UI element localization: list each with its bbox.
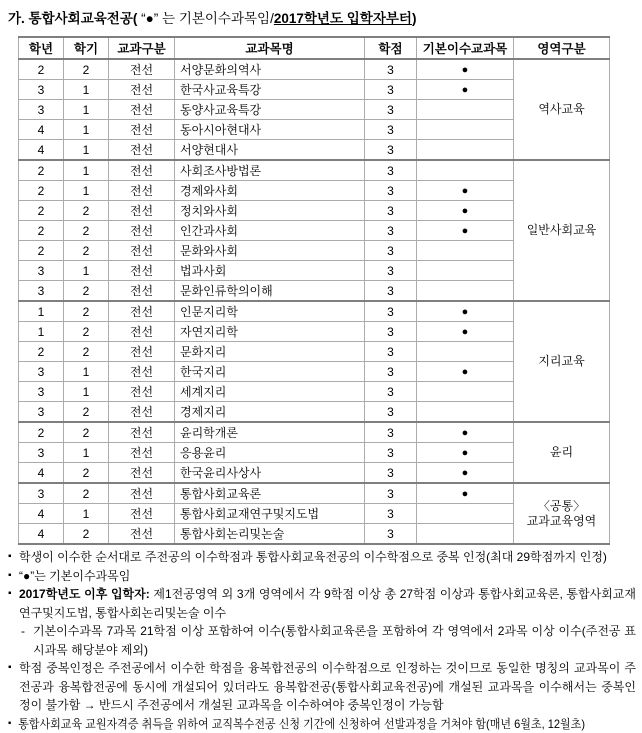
cell-course-type: 전선 xyxy=(109,402,175,423)
cell-course-name: 경제와사회 xyxy=(175,181,365,201)
area-label-line: 역사교육 xyxy=(516,102,607,117)
cell-course-type: 전선 xyxy=(109,241,175,261)
footnote-text xyxy=(19,548,636,567)
cell-basic-required-dot: ● xyxy=(417,201,514,221)
cell-course-type: 전선 xyxy=(109,80,175,100)
column-header: 학점 xyxy=(365,37,417,59)
square-bullet-icon: ▪ xyxy=(8,715,18,733)
cell-year: 2 xyxy=(19,422,64,443)
cell-semester: 1 xyxy=(64,504,109,524)
column-header: 교과구분 xyxy=(109,37,175,59)
cell-basic-required-dot xyxy=(417,342,514,362)
area-label-line: 교과교육영역 xyxy=(516,514,607,529)
cell-course-name: 인간과사회 xyxy=(175,221,365,241)
cell-semester: 2 xyxy=(64,402,109,423)
cell-year: 4 xyxy=(19,463,64,484)
square-bullet-icon: ▪ xyxy=(8,585,19,622)
footnote-segment: 학점 중복인정은 주전공에서 이수한 학점을 융복합전공의 이수학점으로 인정하는 것이므로 동일한 명칭의 교과목이 주전공과 융복합전공에 동시에 개설되어 있더라도 융복합전공(통합사회교육전공)에 개설된 교과목을 이수해서는 중복인정이 불가함 → 반드시 주전공에서 개설된 교과목을 이수하여야 중복인정이 가능함 xyxy=(19,661,636,712)
cell-year: 2 xyxy=(19,59,64,80)
footnote-segment: “●”는 기본이수과목임 xyxy=(19,569,130,583)
cell-basic-required-dot: ● xyxy=(417,221,514,241)
cell-credits: 3 xyxy=(365,59,417,80)
cell-credits: 3 xyxy=(365,322,417,342)
cell-credits: 3 xyxy=(365,463,417,484)
footnote-text xyxy=(33,622,636,659)
cell-course-name: 한국윤리사상사 xyxy=(175,463,365,484)
cell-course-type: 전선 xyxy=(109,322,175,342)
footnote-text xyxy=(19,585,636,622)
cell-course-type: 전선 xyxy=(109,342,175,362)
cell-credits: 3 xyxy=(365,422,417,443)
cell-semester: 1 xyxy=(64,362,109,382)
cell-course-type: 전선 xyxy=(109,59,175,80)
cell-semester: 2 xyxy=(64,322,109,342)
cell-basic-required-dot xyxy=(417,382,514,402)
cell-course-name: 문화와사회 xyxy=(175,241,365,261)
cell-area-group xyxy=(514,59,610,160)
footnote-segment: 기본이수과목 7과목 21학점 이상 포함하여 이수(통합사회교육론을 포함하여 각 영역에서 2과목 이상 이수(주전공 표시과목 해당분야 제외) xyxy=(33,624,636,657)
cell-credits: 3 xyxy=(365,281,417,302)
cell-area-group xyxy=(514,422,610,483)
cell-basic-required-dot: ● xyxy=(417,181,514,201)
cell-semester: 1 xyxy=(64,100,109,120)
cell-year: 2 xyxy=(19,181,64,201)
document-title xyxy=(8,10,634,28)
cell-course-name: 통합사회교재연구및지도법 xyxy=(175,504,365,524)
cell-semester: 2 xyxy=(64,201,109,221)
square-bullet-icon: ▪ xyxy=(8,567,19,586)
title-legend: “●” 는 기본이수과목임/ xyxy=(137,11,273,26)
cell-credits: 3 xyxy=(365,261,417,281)
cell-course-type: 전선 xyxy=(109,362,175,382)
cell-year: 3 xyxy=(19,281,64,302)
footnote-text xyxy=(19,659,636,715)
cell-year: 3 xyxy=(19,100,64,120)
cell-course-name: 인문지리학 xyxy=(175,301,365,322)
footnote-text xyxy=(18,715,635,733)
column-header: 교과목명 xyxy=(175,37,365,59)
cell-basic-required-dot xyxy=(417,100,514,120)
cell-year: 4 xyxy=(19,524,64,545)
cell-basic-required-dot: ● xyxy=(417,301,514,322)
cell-credits: 3 xyxy=(365,160,417,181)
cell-course-name: 윤리학개론 xyxy=(175,422,365,443)
cell-semester: 2 xyxy=(64,221,109,241)
cell-basic-required-dot: ● xyxy=(417,463,514,484)
table-row xyxy=(19,59,610,80)
footnote-segment: 학생이 이수한 순서대로 주전공의 이수학점과 통합사회교육전공의 이수학점으로 중복 인정(최대 29학점까지 인정) xyxy=(19,550,607,564)
cell-semester: 2 xyxy=(64,301,109,322)
cell-course-name: 한국지리 xyxy=(175,362,365,382)
cell-credits: 3 xyxy=(365,221,417,241)
cell-course-type: 전선 xyxy=(109,524,175,545)
cell-course-type: 전선 xyxy=(109,140,175,161)
cell-year: 3 xyxy=(19,261,64,281)
cell-course-name: 서양현대사 xyxy=(175,140,365,161)
cell-course-name: 법과사회 xyxy=(175,261,365,281)
cell-year: 2 xyxy=(19,201,64,221)
table-row xyxy=(19,483,610,504)
cell-basic-required-dot xyxy=(417,281,514,302)
column-header: 기본이수교과목 xyxy=(417,37,514,59)
cell-basic-required-dot xyxy=(417,504,514,524)
table-row xyxy=(19,301,610,322)
cell-credits: 3 xyxy=(365,181,417,201)
cell-course-type: 전선 xyxy=(109,382,175,402)
cell-credits: 3 xyxy=(365,140,417,161)
cell-basic-required-dot: ● xyxy=(417,362,514,382)
cell-course-name: 응용윤리 xyxy=(175,443,365,463)
cell-year: 4 xyxy=(19,504,64,524)
cell-course-type: 전선 xyxy=(109,120,175,140)
cell-basic-required-dot xyxy=(417,261,514,281)
cell-course-name: 통합사회논리및논술 xyxy=(175,524,365,545)
cell-year: 2 xyxy=(19,160,64,181)
cell-course-type: 전선 xyxy=(109,483,175,504)
cell-basic-required-dot: ● xyxy=(417,483,514,504)
cell-credits: 3 xyxy=(365,100,417,120)
cell-course-name: 정치와사회 xyxy=(175,201,365,221)
footnote xyxy=(21,622,636,659)
cell-semester: 2 xyxy=(64,524,109,545)
cell-basic-required-dot xyxy=(417,402,514,423)
cell-basic-required-dot xyxy=(417,140,514,161)
cell-course-name: 문화인류학의이해 xyxy=(175,281,365,302)
column-header: 학년 xyxy=(19,37,64,59)
cell-semester: 2 xyxy=(64,281,109,302)
cell-semester: 2 xyxy=(64,342,109,362)
cell-area-group xyxy=(514,301,610,422)
cell-semester: 2 xyxy=(64,463,109,484)
cell-basic-required-dot xyxy=(417,241,514,261)
area-label-line: 일반사회교육 xyxy=(516,223,607,238)
cell-course-name: 세계지리 xyxy=(175,382,365,402)
cell-course-name: 자연지리학 xyxy=(175,322,365,342)
cell-credits: 3 xyxy=(365,80,417,100)
cell-course-type: 전선 xyxy=(109,261,175,281)
cell-year: 3 xyxy=(19,80,64,100)
cell-credits: 3 xyxy=(365,402,417,423)
cell-course-name: 통합사회교육론 xyxy=(175,483,365,504)
square-bullet-icon: ▪ xyxy=(8,548,19,567)
cell-year: 1 xyxy=(19,322,64,342)
cell-credits: 3 xyxy=(365,201,417,221)
footnote xyxy=(8,659,636,715)
square-bullet-icon: ▪ xyxy=(8,659,19,715)
cell-year: 3 xyxy=(19,443,64,463)
cell-course-type: 전선 xyxy=(109,181,175,201)
footnote-text xyxy=(19,567,636,586)
cell-course-name: 경제지리 xyxy=(175,402,365,423)
cell-semester: 1 xyxy=(64,120,109,140)
cell-semester: 2 xyxy=(64,241,109,261)
footnotes xyxy=(8,548,636,733)
area-label-line: 윤리 xyxy=(516,445,607,460)
cell-credits: 3 xyxy=(365,301,417,322)
cell-year: 2 xyxy=(19,241,64,261)
cell-credits: 3 xyxy=(365,443,417,463)
footnote xyxy=(8,567,636,586)
cell-year: 3 xyxy=(19,362,64,382)
cell-semester: 2 xyxy=(64,483,109,504)
cell-credits: 3 xyxy=(365,241,417,261)
cell-semester: 1 xyxy=(64,443,109,463)
cell-course-type: 전선 xyxy=(109,422,175,443)
cell-year: 4 xyxy=(19,140,64,161)
cell-basic-required-dot: ● xyxy=(417,443,514,463)
cell-credits: 3 xyxy=(365,382,417,402)
cell-credits: 3 xyxy=(365,342,417,362)
cell-year: 3 xyxy=(19,483,64,504)
cell-basic-required-dot xyxy=(417,160,514,181)
course-table-body xyxy=(19,59,610,544)
dash-icon: - xyxy=(21,622,33,659)
cell-course-name: 동양사교육특강 xyxy=(175,100,365,120)
cell-course-type: 전선 xyxy=(109,504,175,524)
cell-course-name: 문화지리 xyxy=(175,342,365,362)
cell-semester: 1 xyxy=(64,261,109,281)
cell-basic-required-dot xyxy=(417,524,514,545)
footnote-segment: 통합사회교육 교원자격증 취득을 위하여 교직복수전공 신청 기간에 신청하여 선발과정을 거쳐야 함(매년 6월초, 12월초) xyxy=(18,717,585,731)
column-header: 영역구분 xyxy=(514,37,610,59)
cell-semester: 2 xyxy=(64,59,109,80)
cell-area-group xyxy=(514,483,610,544)
cell-semester: 1 xyxy=(64,160,109,181)
column-header: 학기 xyxy=(64,37,109,59)
cell-course-name: 동아시아현대사 xyxy=(175,120,365,140)
cell-credits: 3 xyxy=(365,524,417,545)
header-row xyxy=(19,37,610,59)
title-suffix: ) xyxy=(412,11,417,26)
cell-basic-required-dot: ● xyxy=(417,322,514,342)
table-row xyxy=(19,160,610,181)
cell-year: 4 xyxy=(19,120,64,140)
cell-course-type: 전선 xyxy=(109,463,175,484)
cell-course-name: 서양문화의역사 xyxy=(175,59,365,80)
title-effective-date: 2017학년도 입학자부터 xyxy=(274,11,412,26)
area-label-line: 지리교육 xyxy=(516,354,607,369)
cell-course-type: 전선 xyxy=(109,443,175,463)
cell-credits: 3 xyxy=(365,120,417,140)
cell-credits: 3 xyxy=(365,504,417,524)
course-table xyxy=(18,36,610,545)
cell-basic-required-dot: ● xyxy=(417,59,514,80)
cell-credits: 3 xyxy=(365,483,417,504)
cell-basic-required-dot: ● xyxy=(417,422,514,443)
cell-course-type: 전선 xyxy=(109,100,175,120)
cell-course-type: 전선 xyxy=(109,160,175,181)
cell-year: 3 xyxy=(19,382,64,402)
cell-credits: 3 xyxy=(365,362,417,382)
course-table-header xyxy=(19,37,610,59)
cell-year: 3 xyxy=(19,402,64,423)
footnote xyxy=(8,548,636,567)
cell-year: 1 xyxy=(19,301,64,322)
cell-year: 2 xyxy=(19,221,64,241)
cell-year: 2 xyxy=(19,342,64,362)
cell-semester: 1 xyxy=(64,382,109,402)
cell-course-type: 전선 xyxy=(109,281,175,302)
cell-course-type: 전선 xyxy=(109,201,175,221)
cell-course-name: 사회조사방법론 xyxy=(175,160,365,181)
cell-semester: 1 xyxy=(64,181,109,201)
table-row xyxy=(19,422,610,443)
cell-basic-required-dot: ● xyxy=(417,80,514,100)
cell-course-name: 한국사교육특강 xyxy=(175,80,365,100)
cell-area-group xyxy=(514,160,610,301)
area-label-line: 〈공통〉 xyxy=(516,499,607,514)
cell-semester: 1 xyxy=(64,140,109,161)
cell-semester: 2 xyxy=(64,422,109,443)
title-prefix: 가. 통합사회교육전공( xyxy=(8,11,137,26)
cell-basic-required-dot xyxy=(417,120,514,140)
cell-semester: 1 xyxy=(64,80,109,100)
cell-course-type: 전선 xyxy=(109,221,175,241)
footnote xyxy=(8,585,636,622)
footnote-bold-lead: 2017학년도 이후 입학자: xyxy=(19,587,150,601)
cell-course-type: 전선 xyxy=(109,301,175,322)
footnote xyxy=(8,715,635,733)
footnote-segment: 제1전공영역 외 3개 영역에서 각 9학점 이상 총 27학점 이상과 통합사회교육론, 통합사회교재연구및지도법, 통합사회논리및논술 이수 xyxy=(19,587,636,620)
